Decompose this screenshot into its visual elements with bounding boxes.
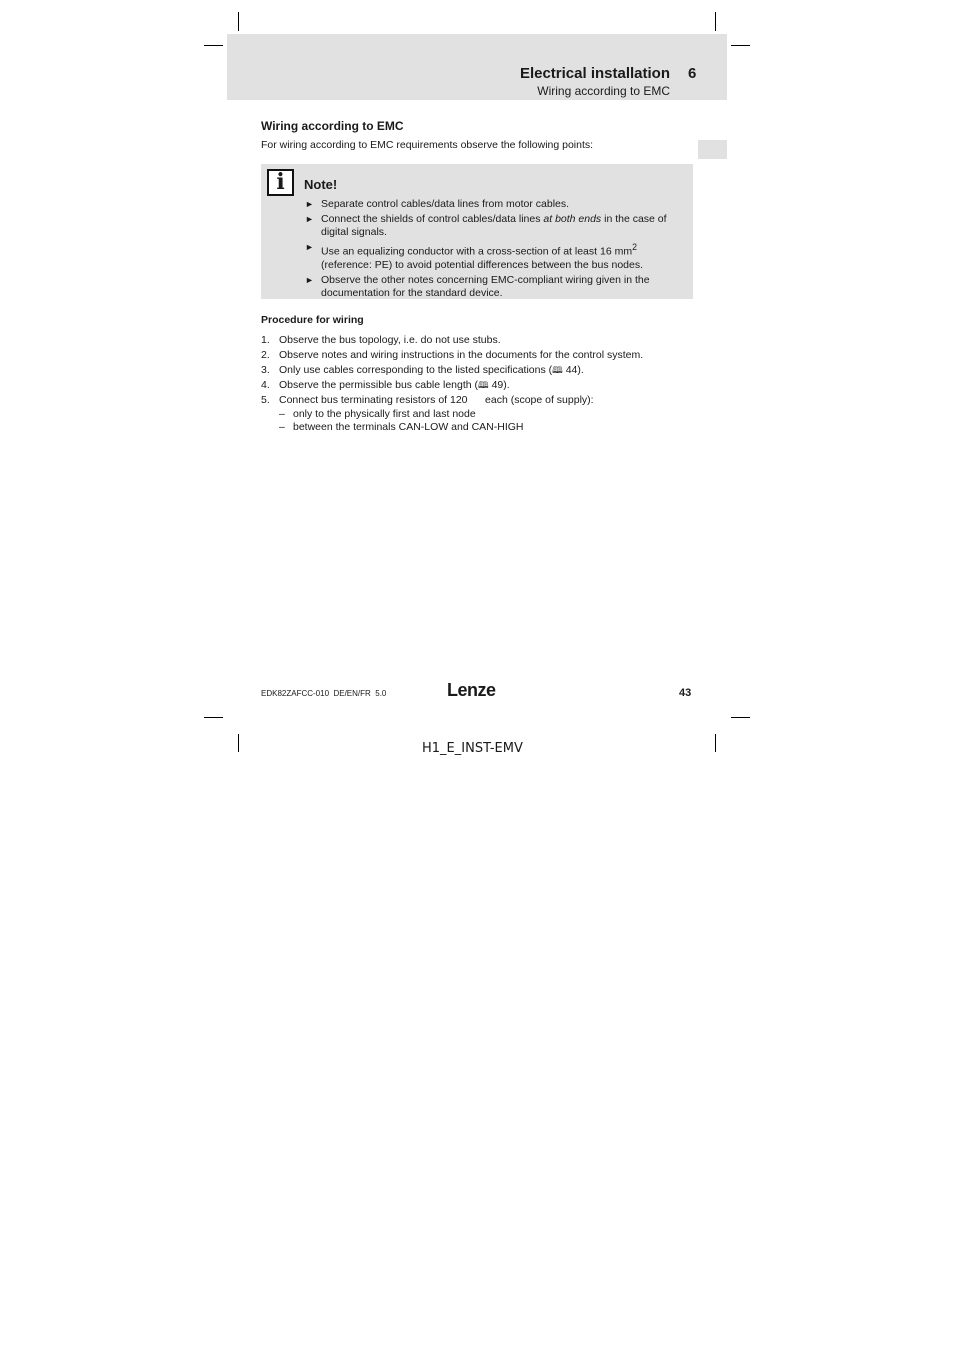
- procedure-subitem: – between the terminals CAN-LOW and CAN-HIGH: [279, 421, 524, 433]
- crop-mark-top-right-vertical: [715, 12, 716, 31]
- document-code: EDK82ZAFCC-010 DE/EN/FR 5.0: [261, 689, 387, 698]
- procedure-step: 4. Observe the permissible bus cable length (🕮 49).: [261, 379, 510, 391]
- chapter-number: 6: [688, 65, 697, 82]
- book-reference-icon: 🕮: [478, 380, 489, 390]
- crop-mark-top-left-horizontal: [204, 45, 223, 46]
- crop-mark-top-right-horizontal: [731, 45, 750, 46]
- book-reference-icon: 🕮: [552, 365, 563, 375]
- chapter-side-tab: [698, 140, 727, 159]
- procedure-steps: [261, 333, 701, 434]
- procedure-step: 3. Only use cables corresponding to the listed specifications (🕮 44).: [261, 364, 584, 376]
- bullet-arrow-icon: ►: [305, 274, 314, 285]
- section-title: Wiring according to EMC: [261, 119, 404, 133]
- crop-mark-bottom-right-horizontal: [731, 717, 750, 718]
- crop-mark-bottom-right-vertical: [715, 734, 716, 752]
- note-title: Note!: [304, 177, 338, 192]
- note-item: ► Use an equalizing conductor with a cross-section of at least 16 $mm^2$ (reference: PE) to avoid potential differences between the bus nodes.: [305, 242, 644, 271]
- procedure-step: 2. Observe notes and wiring instructions in the documents for the control system.: [261, 349, 644, 361]
- procedure-title: Procedure for wiring: [261, 314, 364, 326]
- bullet-arrow-icon: ►: [305, 242, 314, 252]
- crop-mark-top-left-vertical: [238, 12, 239, 31]
- note-item: ► Observe the other notes concerning EMC-compliant wiring given in the documentation for the standard device.: [305, 273, 650, 299]
- note-item: ► Connect the shields of control cables/data lines at both ends in the case of digital signals.: [305, 213, 667, 238]
- procedure-step: 1. Observe the bus topology, i.e. do not use stubs.: [261, 334, 501, 346]
- procedure-sublist: [279, 408, 701, 434]
- chapter-subtitle: Wiring according to EMC: [537, 84, 670, 98]
- lenze-logo: Lenze: [447, 680, 496, 700]
- info-icon: i: [267, 169, 294, 196]
- page-number: 43: [679, 687, 692, 699]
- section-intro: For wiring according to EMC requirements observe the following points:: [261, 139, 594, 151]
- procedure-step: 5. Connect bus terminating resistors of 120 each (scope of supply): – only to the physically first and last node – between the terminals CAN-LOW and CAN-HIGH: [261, 393, 701, 434]
- document-label: H1_E_INST-EMV: [422, 741, 523, 756]
- bullet-arrow-icon: ►: [305, 214, 314, 224]
- page-reference: 49: [491, 379, 504, 391]
- note-item: ► Separate control cables/data lines from motor cables.: [305, 198, 570, 210]
- chapter-title: Electrical installation: [519, 65, 670, 82]
- procedure-subitem: – only to the physically first and last node: [279, 408, 476, 420]
- bullet-arrow-icon: ►: [305, 199, 314, 209]
- page-reference: 44: [565, 364, 578, 376]
- note-list: [305, 198, 685, 302]
- crop-mark-bottom-left-vertical: [238, 734, 239, 752]
- note-box: [261, 164, 693, 299]
- crop-mark-bottom-left-horizontal: [204, 717, 223, 718]
